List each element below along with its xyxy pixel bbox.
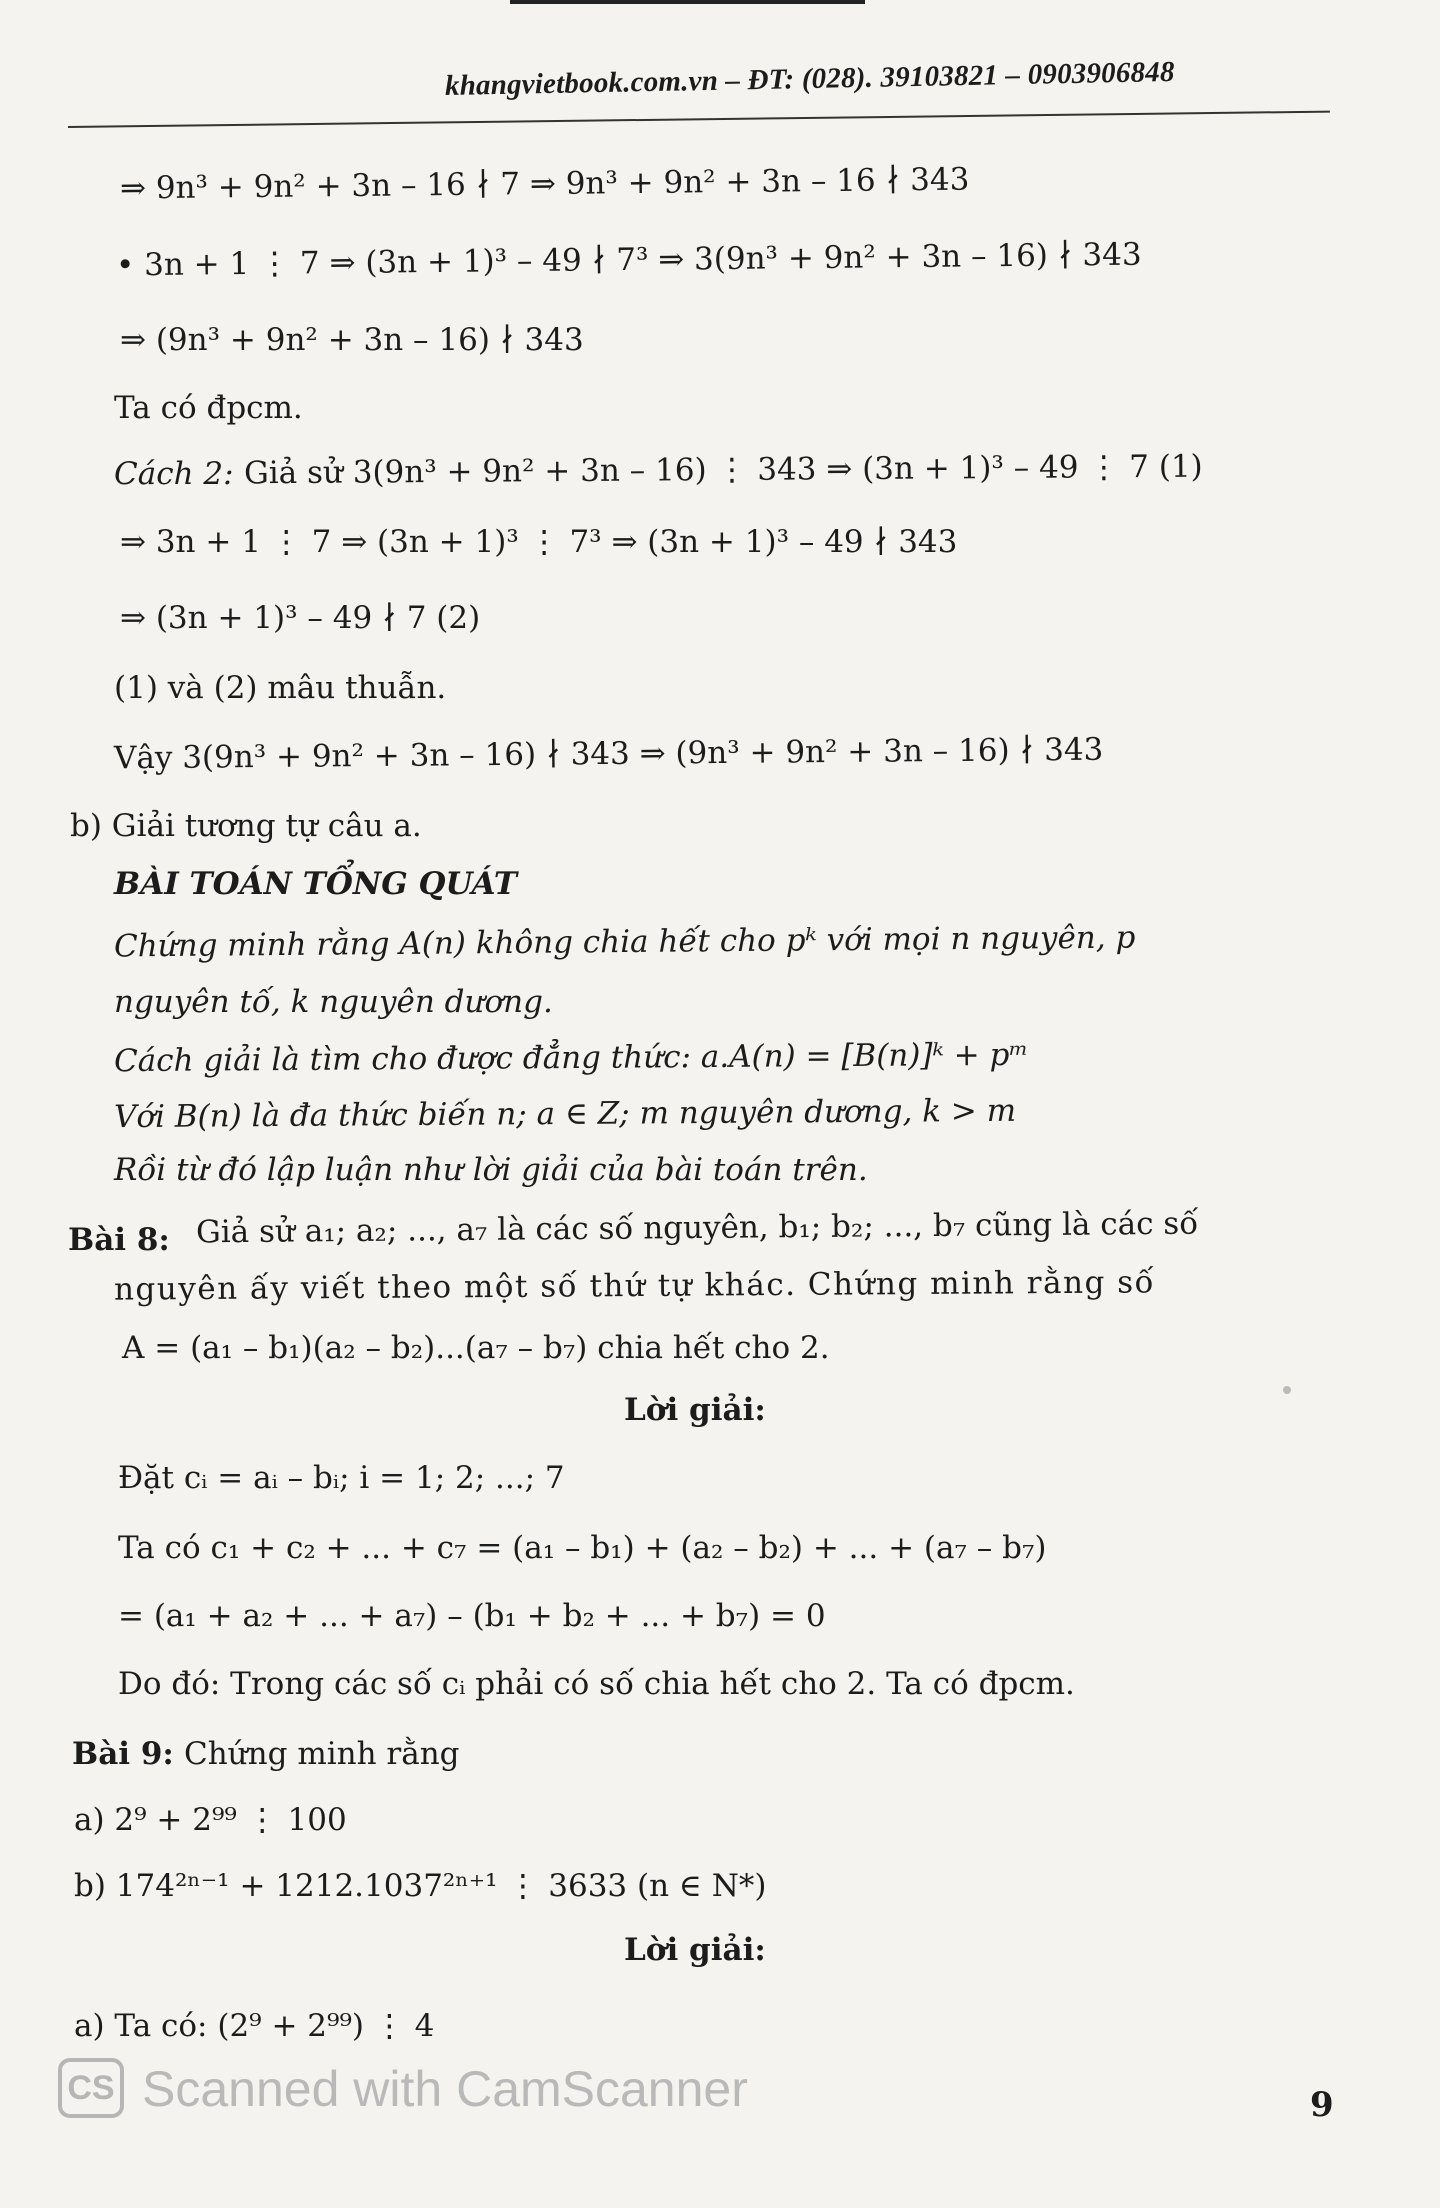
text-line: Ta có c₁ + c₂ + ... + c₇ = (a₁ – b₁) + (a₂ – b₂) + ... + (a₇ – b₇) (118, 1530, 1047, 1566)
text-line: ⇒ 9n³ + 9n² + 3n – 16 ∤ 7 ⇒ 9n³ + 9n² + 3n – 16 ∤ 343 (119, 161, 970, 207)
text-line: ⇒ (9n³ + 9n² + 3n – 16) ∤ 343 (120, 322, 584, 358)
text-line: nguyên tố, k nguyên dương. (114, 984, 553, 1020)
text-line: Giả sử 3(9n³ + 9n² + 3n – 16) ⋮ 343 ⇒ (3n + 1)³ – 49 ⋮ 7 (1) (243, 448, 1203, 492)
text-line: (1) và (2) mâu thuẫn. (114, 670, 447, 706)
text-line: a) Ta có: (2⁹ + 2⁹⁹) ⋮ 4 (74, 2008, 435, 2044)
text-line: • 3n + 1 ⋮ 7 ⇒ (3n + 1)³ – 49 ∤ 7³ ⇒ 3(9n³ + 9n² + 3n – 16) ∤ 343 (115, 236, 1142, 284)
text-line: Chứng minh rằng A(n) không chia hết cho pᵏ với mọi n nguyên, p (113, 919, 1136, 965)
method-label: Cách 2: (114, 456, 234, 492)
text-line: a) 2⁹ + 2⁹⁹ ⋮ 100 (74, 1802, 347, 1838)
text-line: A = (a₁ – b₁)(a₂ – b₂)...(a₇ – b₇) chia hết cho 2. (122, 1330, 830, 1366)
header-rule (68, 111, 1330, 128)
text-line: nguyên ấy viết theo một số thứ tự khác. Chứng minh rằng số (113, 1264, 1156, 1308)
section-heading: BÀI TOÁN TỔNG QUÁT (114, 866, 517, 902)
page-header: khangvietbook.com.vn – ĐT: (028). 39103821 – 0903906848 (444, 55, 1175, 102)
solution-heading: Lời giải: (624, 1392, 766, 1428)
text-line: Ta có đpcm. (114, 390, 303, 426)
text-line: Rồi từ đó lập luận như lời giải của bài toán trên. (114, 1152, 868, 1188)
scan-speck (1283, 1386, 1291, 1394)
page-number: 9 (1310, 2085, 1334, 2125)
text-line: b) 174²ⁿ⁻¹ + 1212.1037²ⁿ⁺¹ ⋮ 3633 (n ∈ N*) (74, 1868, 767, 1904)
text-line: Giả sử a₁; a₂; ..., a₇ là các số nguyên, b₁; b₂; ..., b₇ cũng là các số (195, 1205, 1199, 1251)
text-line: Do đó: Trong các số cᵢ phải có số chia hết cho 2. Ta có đpcm. (118, 1666, 1075, 1702)
text-line: Đặt cᵢ = aᵢ – bᵢ; i = 1; 2; ...; 7 (118, 1460, 565, 1496)
text-line: ⇒ 3n + 1 ⋮ 7 ⇒ (3n + 1)³ ⋮ 7³ ⇒ (3n + 1)³ – 49 ∤ 343 (120, 524, 958, 560)
text-line: = (a₁ + a₂ + ... + a₇) – (b₁ + b₂ + ... + b₇) = 0 (118, 1598, 826, 1634)
exercise-label: Bài 8: (68, 1222, 170, 1258)
text-line: Với B(n) là đa thức biến n; a ∈ Z; m nguyên dương, k > m (113, 1092, 1017, 1136)
text-line: b) Giải tương tự câu a. (70, 808, 422, 844)
solution-heading: Lời giải: (624, 1932, 766, 1968)
camscanner-logo: CS (58, 2058, 124, 2118)
text-line: ⇒ (3n + 1)³ – 49 ∤ 7 (2) (120, 600, 481, 636)
text-line: Chứng minh rằng (184, 1736, 460, 1772)
text-line: Vậy 3(9n³ + 9n² + 3n – 16) ∤ 343 ⇒ (9n³ + 9n² + 3n – 16) ∤ 343 (113, 731, 1104, 777)
exercise-label: Bài 9: (72, 1736, 174, 1772)
top-edge-bar (510, 0, 865, 4)
text-line: Cách giải là tìm cho được đẳng thức: a.A(n) = [B(n)]ᵏ + pᵐ (113, 1036, 1029, 1080)
camscanner-watermark: Scanned with CamScanner (142, 2061, 748, 2117)
